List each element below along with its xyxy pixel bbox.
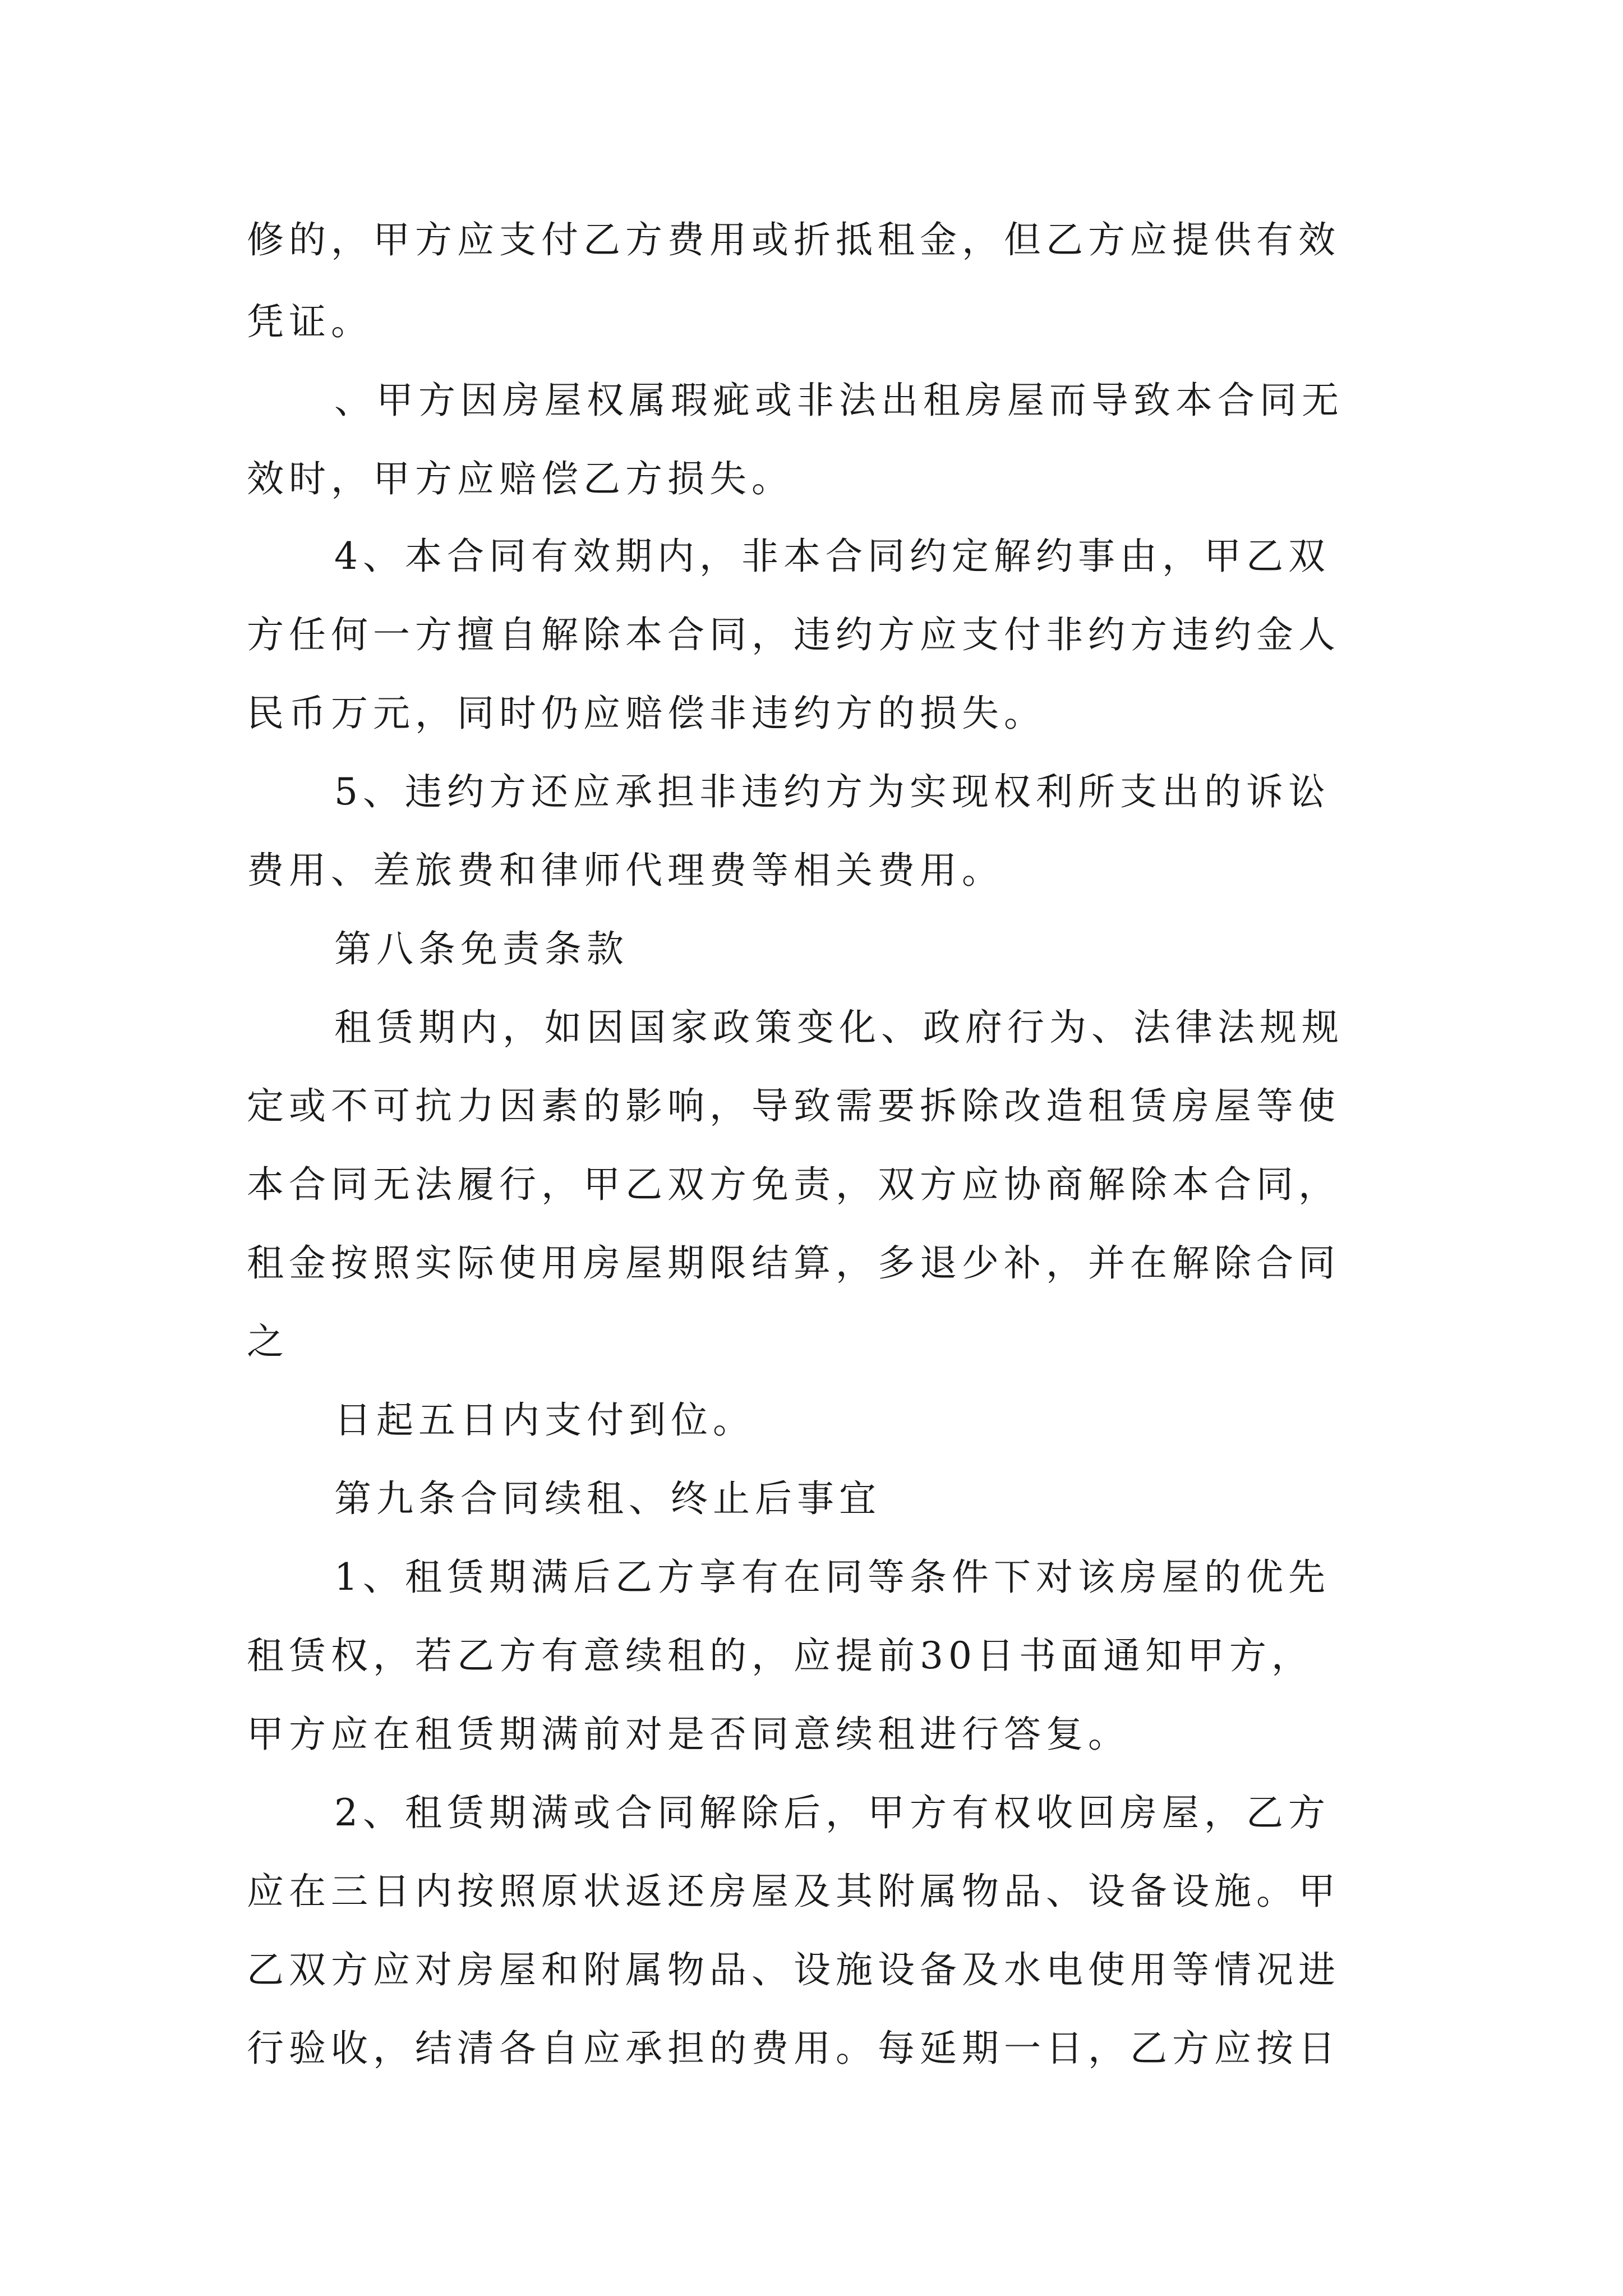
text-line: 租赁权，若乙方有意续租的，应提前30日书面通知甲方， <box>247 1634 1313 1677</box>
text-line: 方任何一方擅自解除本合同，违约方应支付非约方违约金人 <box>247 613 1340 656</box>
text-line: 4、本合同有效期内，非本合同约定解约事由，甲乙双 <box>334 535 1330 578</box>
text-line: 效时，甲方应赔偿乙方损失。 <box>247 457 794 500</box>
text-line: 乙双方应对房屋和附属物品、设施设备及水电使用等情况进 <box>247 1948 1340 1991</box>
text-line: 之 <box>247 1320 289 1363</box>
text-line: 甲方应在租赁期满前对是否同意续租进行答复。 <box>247 1713 1130 1756</box>
text-line: 凭证。 <box>247 300 373 343</box>
text-line: 行验收，结清各自应承担的费用。每延期一日，乙方应按日 <box>247 2027 1340 2070</box>
text-line: 修的，甲方应支付乙方费用或折抵租金，但乙方应提供有效 <box>247 218 1340 261</box>
text-line: 费用、差旅费和律师代理费等相关费用。 <box>247 849 1004 892</box>
section-heading: 第九条合同续租、终止后事宜 <box>334 1477 881 1520</box>
text-line: 本合同无法履行，甲乙双方免责，双方应协商解除本合同， <box>247 1163 1340 1206</box>
text-line: 租赁期内，如因国家政策变化、政府行为、法律法规规 <box>334 1006 1344 1049</box>
text-line: 民币万元，同时仍应赔偿非违约方的损失。 <box>247 692 1046 735</box>
text-line: 定或不可抗力因素的影响，导致需要拆除改造租赁房屋等使 <box>247 1084 1340 1128</box>
text-line: 、甲方因房屋权属瑕疵或非法出租房屋而导致本合同无 <box>334 379 1344 422</box>
text-line: 应在三日内按照原状返还房屋及其附属物品、设备设施。甲 <box>247 1870 1340 1913</box>
text-line: 1、租赁期满后乙方享有在同等条件下对该房屋的优先 <box>334 1556 1330 1599</box>
text-line: 租金按照实际使用房屋期限结算，多退少补，并在解除合同 <box>247 1241 1340 1285</box>
text-line: 2、租赁期满或合同解除后，甲方有权收回房屋，乙方 <box>334 1791 1330 1834</box>
section-heading: 第八条免责条款 <box>334 927 629 970</box>
text-line: 日起五日内支付到位。 <box>334 1398 755 1442</box>
text-line: 5、违约方还应承担非违约方为实现权利所支出的诉讼 <box>334 770 1330 813</box>
